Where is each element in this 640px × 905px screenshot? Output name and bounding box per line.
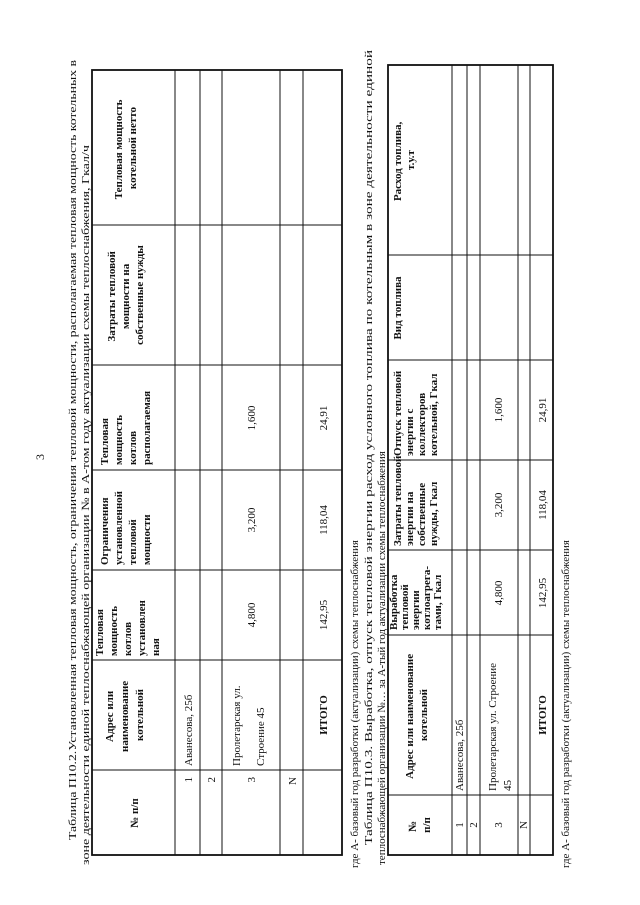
- row-number: N: [518, 821, 530, 829]
- table1-title-line1: Таблица П10.2.Установленная тепловая мощность, ограничения тепловой мощности, располагаемая тепловая мощность котельных в: [67, 215, 79, 840]
- table2-body: [454, 397, 549, 829]
- row-name: Аванесова, 25б: [183, 694, 195, 766]
- row-number: 1: [183, 777, 195, 783]
- row-name: Пролетарская ул. Строение 45: [231, 685, 267, 766]
- total-label: ИТОГО: [537, 695, 549, 735]
- cell-value: 1,600: [246, 405, 258, 431]
- table-row: [454, 719, 466, 827]
- t1-header-address: Адрес или наименование котельной: [104, 680, 146, 752]
- t2-header-own-needs: Затраты тепловой энергии на собственные нужды, Гкал: [392, 455, 440, 546]
- t2-header-fuel-type: Вид топлива: [392, 276, 404, 340]
- cell-value: 142,95: [537, 577, 549, 609]
- row-number: 2: [206, 777, 218, 783]
- t2-header-supply: Отпуск тепловой энергии с коллекторов котельной, Гкал: [392, 370, 440, 456]
- table2-footnote: где А- базовый год разработки (актуализации) схемы теплоснабжения: [560, 540, 572, 868]
- table-row: [206, 777, 218, 783]
- t2-header-address: Адрес или наименование котельной: [404, 653, 430, 779]
- table-row: [287, 777, 299, 785]
- row-name: Аванесова, 25б: [454, 719, 466, 791]
- table2-header-row: [388, 119, 444, 833]
- table-row: [231, 405, 267, 782]
- cell-value: 3,200: [493, 492, 505, 518]
- table1-title-line2: зоне деятельности единой теплоснабжающей организации № в А-том году актуализации схемы теплоснабжения, Гкал/ч: [80, 300, 92, 865]
- table1-footnote: где А- базовый год разработки (актуализации) схемы теплоснабжения: [349, 540, 361, 868]
- table1-body: [183, 405, 330, 785]
- row-number: 3: [246, 777, 258, 783]
- cell-value: 4,800: [246, 602, 258, 628]
- table1-header-row: [94, 97, 162, 828]
- table-row: [487, 397, 514, 828]
- cell-value: 4,800: [493, 580, 505, 606]
- page-number: 3: [33, 454, 47, 460]
- cell-value: 118,04: [318, 505, 330, 535]
- cell-value: 3,200: [246, 507, 258, 533]
- total-label: ИТОГО: [318, 695, 330, 735]
- t1-header-own-needs: Затраты тепловой мощности на собственные нужды: [106, 245, 146, 345]
- t1-header-installed: Тепловая мощность котлов установлен ная: [94, 600, 162, 656]
- cell-value: 118,04: [537, 490, 549, 520]
- t1-header-net: Тепловая мощность котельной нетто: [113, 99, 139, 200]
- t1-header-limits: Ограничения установленной тепловой мощности: [99, 490, 153, 565]
- table-row: [183, 694, 195, 782]
- cell-value: 142,95: [318, 599, 330, 631]
- cell-value: 24,91: [537, 397, 549, 423]
- table-row: [468, 822, 480, 828]
- row-number: 1: [454, 822, 466, 828]
- cell-value: 1,600: [493, 397, 505, 423]
- table2-title-line1: Таблица П10.3. Выработка, отпуск тепловой энергии расход условного топлива по котельным в зоне деятельности единой: [363, 271, 375, 845]
- row-name: Пролетарская ул. Строение 45: [487, 662, 514, 791]
- t2-header-fuel-use: Расход топлива, т.у.т: [392, 121, 417, 202]
- t1-header-num: № п/п: [129, 798, 141, 828]
- t1-header-available: Тепловая мощность котлов располагаемая: [99, 390, 153, 465]
- table-row: [518, 821, 530, 829]
- table2-title-line2: теплоснабжающей организации №… за А-тый год актуализации схемы теплоснабжения: [376, 451, 388, 865]
- table-total-row: [537, 398, 549, 735]
- row-number: N: [287, 777, 299, 785]
- t2-header-num: № п/п: [407, 817, 433, 833]
- row-number: 3: [493, 822, 505, 828]
- t2-header-output: Выработка тепловой энергии котлоагрега- тами, Гкал: [388, 565, 444, 630]
- cell-value: 24,91: [318, 405, 330, 431]
- row-number: 2: [468, 822, 480, 828]
